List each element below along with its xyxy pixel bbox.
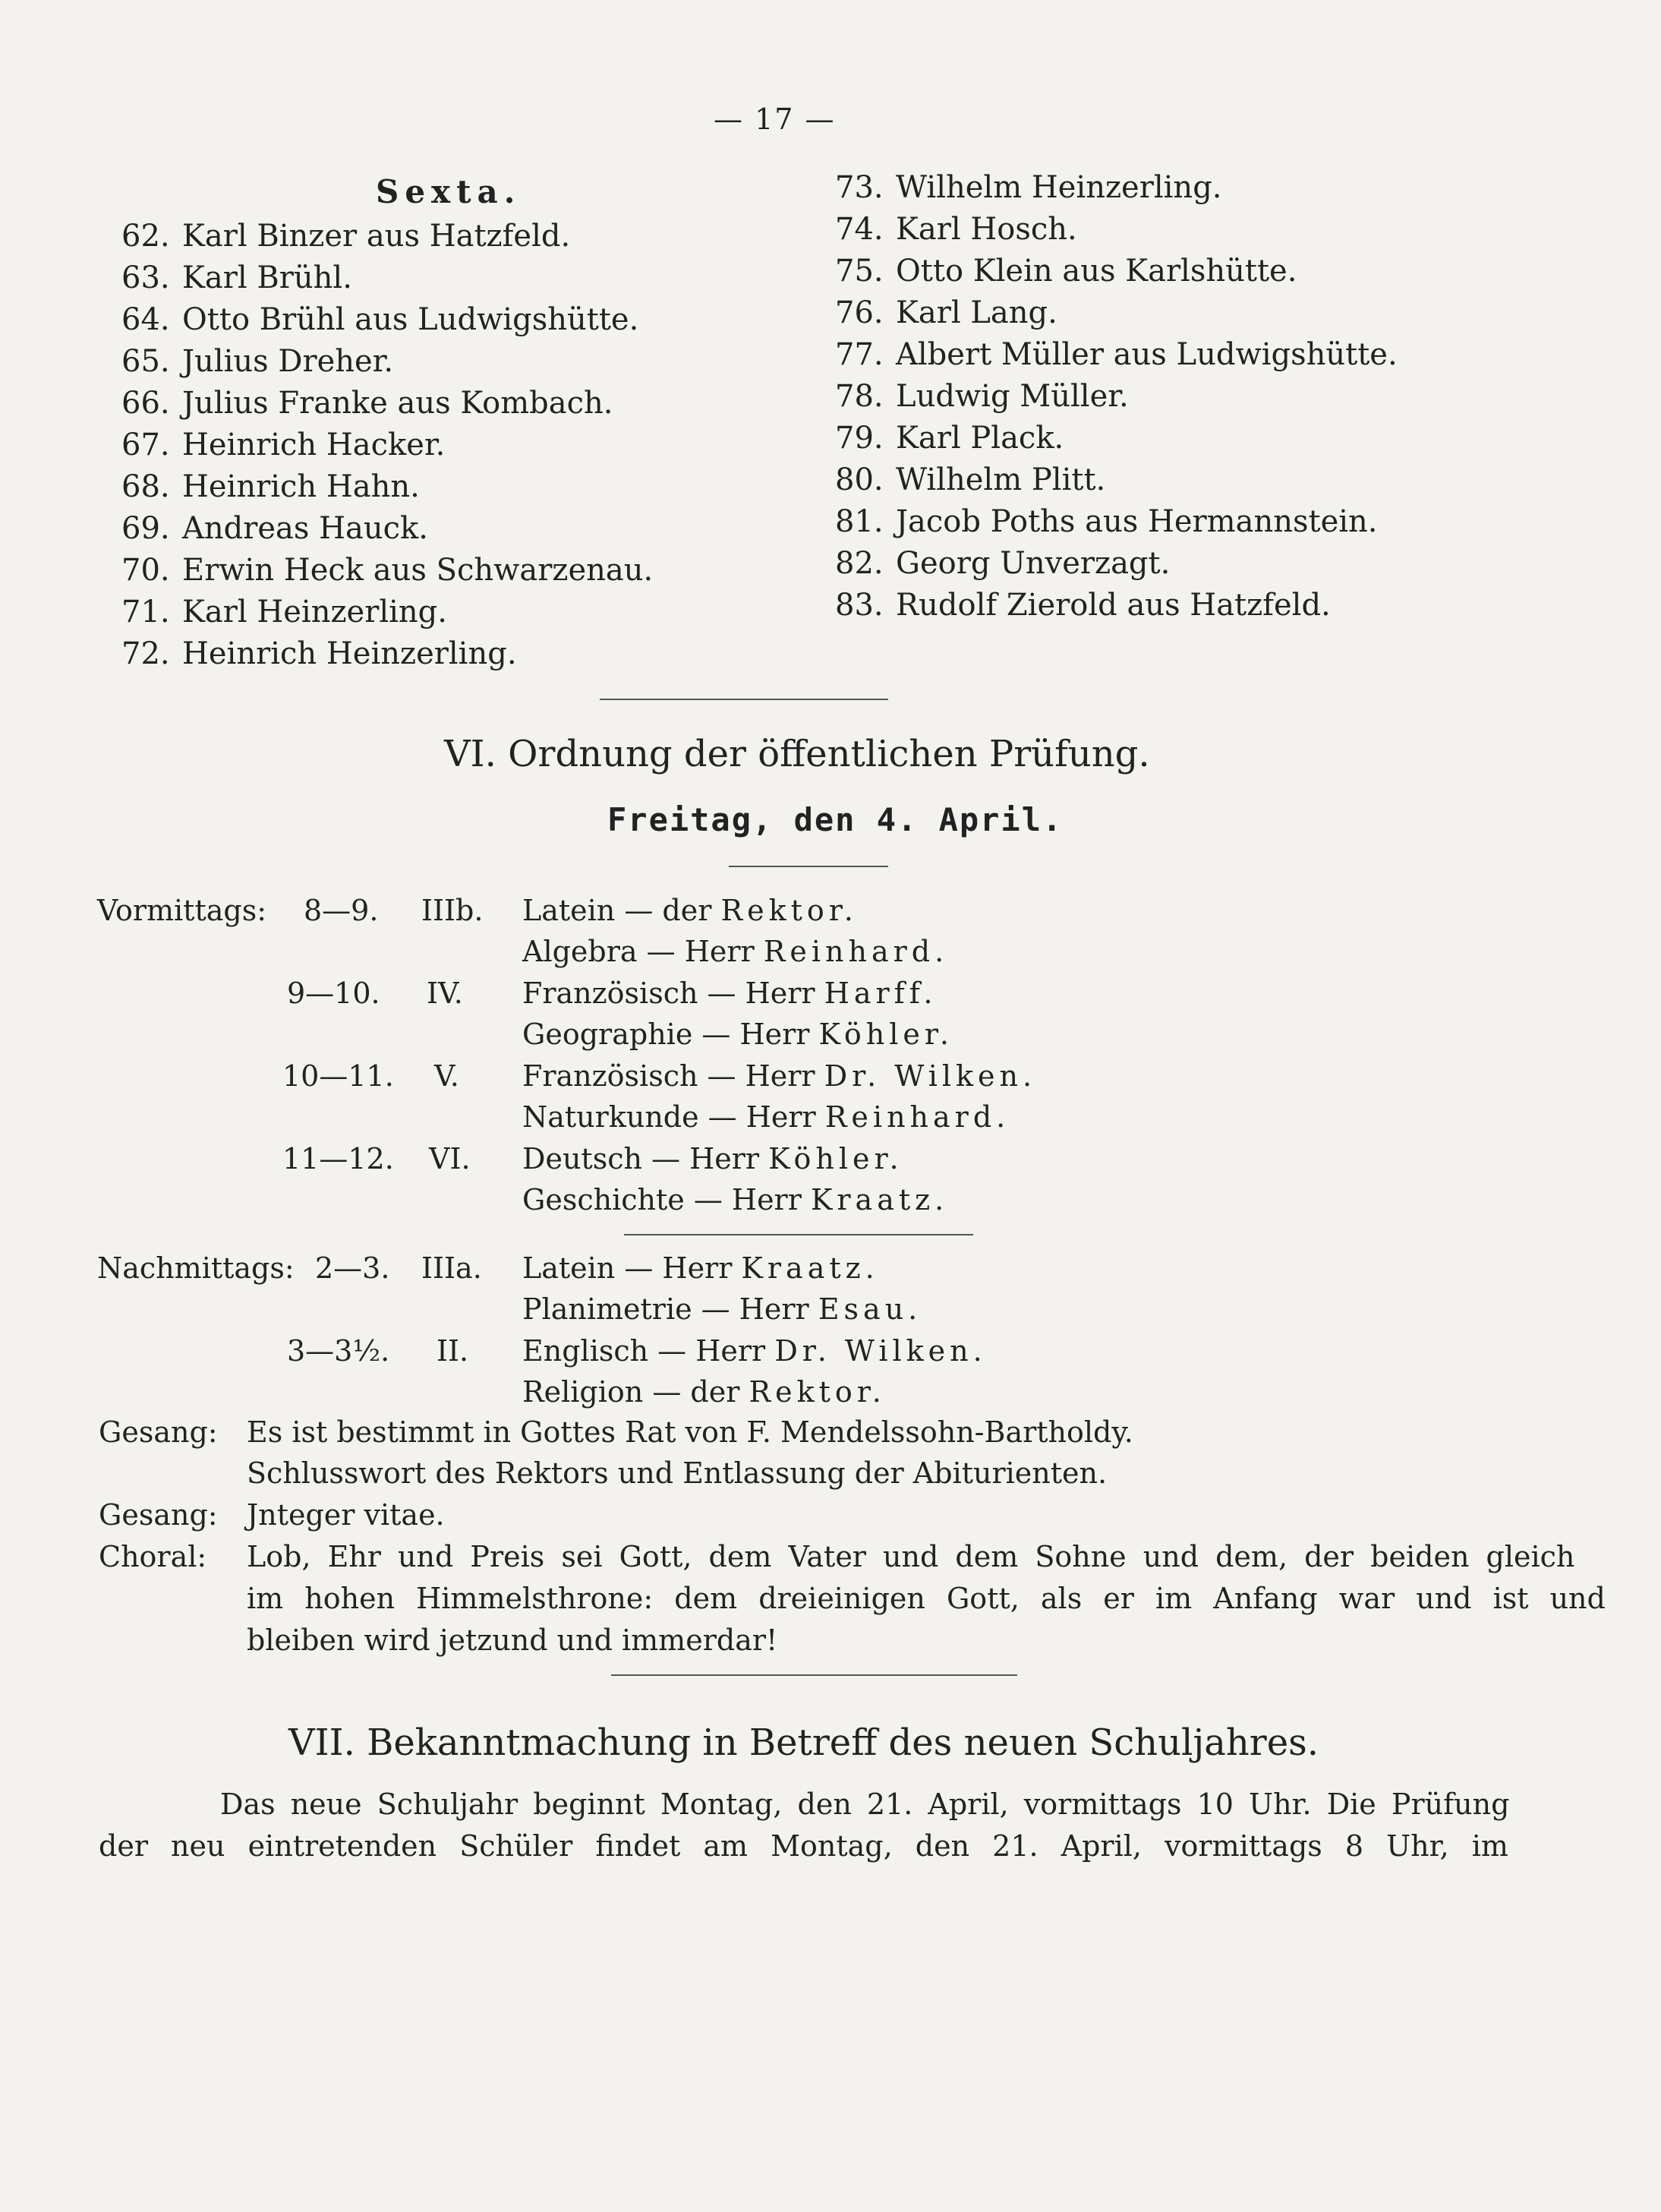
choral-label: Choral:: [99, 1540, 207, 1573]
list-item: 69. Andreas Hauck.: [121, 511, 428, 546]
closing-text: Schlusswort des Rektors und Entlassung der Abiturienten.: [247, 1456, 1108, 1490]
class-label: II.: [437, 1334, 469, 1368]
divider: [729, 866, 888, 867]
gesang-label: Gesang:: [99, 1498, 218, 1532]
gesang-text: Es ist bestimmt in Gottes Rat von F. Mendelssohn-Bartholdy.: [247, 1415, 1133, 1449]
exam-subject: Naturkunde — Herr Reinhard.: [522, 1100, 1010, 1134]
list-item: 74. Karl Hosch.: [835, 212, 1077, 247]
list-item: 77. Albert Müller aus Ludwigshütte.: [835, 337, 1398, 372]
list-item: 76. Karl Lang.: [835, 295, 1057, 330]
exam-subject: Französisch — Herr Harff.: [522, 977, 938, 1010]
list-item: 62. Karl Binzer aus Hatzfeld.: [121, 219, 571, 254]
exam-subject: Religion — der Rektor.: [522, 1375, 886, 1409]
section-vii-heading: VII. Bekanntmachung in Betreff des neuen Schuljahres.: [288, 1721, 1319, 1764]
list-item: 71. Karl Heinzerling.: [121, 595, 448, 630]
exam-subject: Latein — Herr Kraatz.: [522, 1251, 879, 1285]
time-slot: 3—3½.: [287, 1334, 390, 1368]
list-item: 68. Heinrich Hahn.: [121, 469, 420, 504]
list-item: 80. Wilhelm Plitt.: [835, 462, 1106, 497]
list-item: 82. Georg Unverzagt.: [835, 546, 1171, 581]
time-slot: 8—9.: [304, 894, 379, 927]
time-slot: 10—11.: [282, 1059, 394, 1093]
list-item: 81. Jacob Poths aus Hermannstein.: [835, 504, 1378, 539]
list-item: 73. Wilhelm Heinzerling.: [835, 170, 1222, 205]
student-list-left: [121, 216, 653, 675]
exam-subject: Latein — der Rektor.: [522, 894, 858, 927]
choral-text: Lob, Ehr und Preis sei Gott, dem Vater und dem Sohne und dem, der beiden gleich: [247, 1540, 1575, 1573]
gesang-text: Jnteger vitae.: [247, 1498, 445, 1532]
exam-subject: Geographie — Herr Köhler.: [522, 1018, 953, 1051]
list-item: 63. Karl Brühl.: [121, 260, 352, 295]
student-list-right: [835, 167, 1398, 626]
choral-text: bleiben wird jetzund und immerdar!: [247, 1624, 778, 1657]
exam-subject: Französisch — Herr Dr. Wilken.: [522, 1059, 1037, 1093]
nachmittags-label: Nachmittags:: [97, 1251, 295, 1285]
exam-subject: Algebra — Herr Reinhard.: [522, 935, 949, 968]
list-item: 67. Heinrich Hacker.: [121, 428, 446, 462]
class-label: IV.: [427, 977, 463, 1010]
exam-subject: Englisch — Herr Dr. Wilken.: [522, 1334, 987, 1368]
time-slot: 11—12.: [282, 1142, 394, 1175]
divider: [624, 1234, 973, 1235]
divider: [600, 699, 888, 700]
paragraph-line: Das neue Schuljahr beginnt Montag, den 21. April, vormittags 10 Uhr. Die Prüfung: [220, 1788, 1510, 1821]
list-item: 75. Otto Klein aus Karlshütte.: [835, 254, 1297, 289]
paragraph-line: der neu eintretenden Schüler findet am Montag, den 21. April, vormittags 8 Uhr, im: [99, 1829, 1508, 1863]
exam-subject: Deutsch — Herr Köhler.: [522, 1142, 903, 1175]
list-item: 79. Karl Plack.: [835, 421, 1064, 456]
time-slot: 2—3.: [315, 1251, 390, 1285]
divider: [611, 1674, 1017, 1676]
page-number: — 17 —: [714, 103, 836, 136]
list-item: 72. Heinrich Heinzerling.: [121, 636, 517, 671]
list-item: 70. Erwin Heck aus Schwarzenau.: [121, 553, 654, 588]
class-label: IIIa.: [421, 1251, 482, 1285]
list-item: 65. Julius Dreher.: [121, 344, 394, 379]
class-label: V.: [434, 1059, 459, 1093]
gesang-label: Gesang:: [99, 1415, 218, 1449]
time-slot: 9—10.: [287, 977, 380, 1010]
choral-text: im hohen Himmelsthrone: dem dreieinigen Gott, als er im Anfang war und ist und: [247, 1582, 1606, 1615]
exam-day-heading: Freitag, den 4. April.: [607, 801, 1064, 838]
list-item: 83. Rudolf Zierold aus Hatzfeld.: [835, 588, 1331, 623]
vormittags-label: Vormittags:: [97, 894, 267, 927]
list-item: 78. Ludwig Müller.: [835, 379, 1129, 414]
section-vi-heading: VI. Ordnung der öffentlichen Prüfung.: [444, 733, 1150, 775]
class-label: VI.: [429, 1142, 471, 1175]
exam-subject: Geschichte — Herr Kraatz.: [522, 1183, 949, 1216]
class-label: IIIb.: [421, 894, 484, 927]
list-item: 64. Otto Brühl aus Ludwigshütte.: [121, 302, 639, 337]
sexta-heading: Sexta.: [376, 173, 522, 210]
exam-subject: Planimetrie — Herr Esau.: [522, 1292, 922, 1326]
list-item: 66. Julius Franke aus Kombach.: [121, 386, 613, 421]
